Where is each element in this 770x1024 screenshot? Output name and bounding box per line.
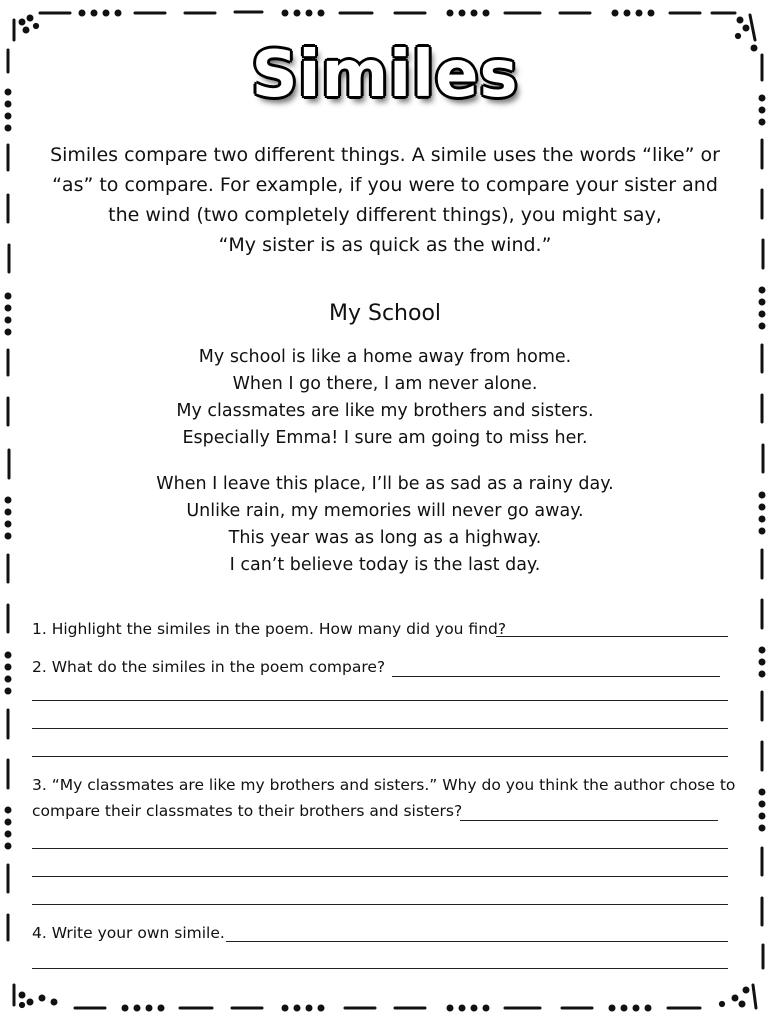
intro-line: the wind (two completely different things), you might say,	[108, 204, 662, 226]
poem-line: This year was as long as a highway.	[228, 528, 542, 548]
answer-line-3b[interactable]	[32, 848, 728, 849]
answer-line-3d[interactable]	[32, 904, 728, 905]
poem-line: When I go there, I am never alone.	[232, 374, 538, 394]
poem-line: Especially Emma! I sure am going to miss her.	[182, 428, 588, 448]
question-2: 2. What do the similes in the poem compare?	[32, 658, 386, 676]
poem-stanza-1	[0, 344, 770, 452]
question-3-line-1: 3. “My classmates are like my brothers and sisters.” Why do you think the author chose to	[32, 776, 736, 794]
poem-stanza-2	[0, 471, 770, 579]
answer-line-2a[interactable]	[392, 676, 720, 677]
answer-line-2b[interactable]	[32, 700, 728, 701]
intro-line: Similes compare two different things. A simile uses the words “like” or	[50, 144, 720, 166]
answer-line-2d[interactable]	[32, 756, 728, 757]
poem-line: My school is like a home away from home.	[198, 347, 572, 367]
poem-line: My classmates are like my brothers and sisters.	[176, 401, 594, 421]
answer-line-4b[interactable]	[32, 968, 728, 969]
poem-title: My School	[328, 301, 442, 326]
poem-line: When I leave this place, I’ll be as sad as a rainy day.	[156, 474, 614, 494]
intro-line: “My sister is as quick as the wind.”	[218, 234, 552, 256]
answer-line-2c[interactable]	[32, 728, 728, 729]
answer-line-3a[interactable]	[460, 820, 718, 821]
answer-line-4a[interactable]	[226, 941, 728, 942]
question-3-line-2: compare their classmates to their brothers and sisters?	[32, 802, 463, 820]
answer-line-3c[interactable]	[32, 876, 728, 877]
page-title: Similes	[251, 38, 519, 112]
intro-paragraph	[24, 140, 746, 260]
intro-line: “as” to compare. For example, if you were to compare your sister and	[52, 174, 718, 196]
question-4: 4. Write your own simile.	[32, 924, 225, 942]
question-1: 1. Highlight the similes in the poem. How many did you find?	[32, 620, 507, 638]
poem-line: I can’t believe today is the last day.	[229, 555, 541, 575]
poem-line: Unlike rain, my memories will never go away.	[186, 501, 584, 521]
answer-line-1[interactable]	[496, 636, 728, 637]
